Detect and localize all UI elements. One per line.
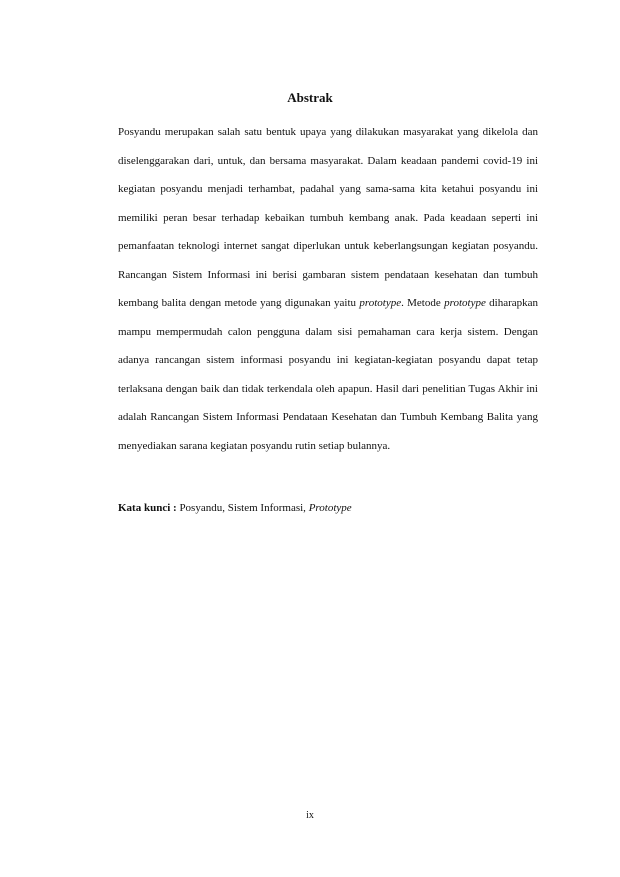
keywords-label: Kata kunci : bbox=[118, 502, 177, 514]
abstract-title: Abstrak bbox=[287, 90, 333, 105]
paragraph-italic-term: prototype bbox=[444, 297, 486, 309]
paragraph-text-segment: Posyandu merupakan salah satu bentuk upaya yang dilakukan masyarakat yang dikelola dan diselenggarakan dari, untuk, dan bersama masyarakat. Dalam keadaan pandemi covid-19 ini kegiatan posyandu menjadi terhambat, padahal yang sama-sama kita ketahui posyandu ini memiliki peran besar terhadap kebaikan tumbuh kembang anak. Pada keadaan seperti ini pemanfaatan teknologi internet sangat diperlukan untuk keberlangsungan kegiatan posyandu. Rancangan Sistem Informasi ini berisi gambaran sistem pendataan kesehatan dan tumbuh kembang balita dengan metode yang digunakan yaitu bbox=[118, 126, 538, 309]
abstract-content bbox=[118, 118, 538, 522]
abstract-paragraph bbox=[118, 118, 538, 460]
paragraph-italic-term: prototype bbox=[359, 297, 402, 309]
keywords-italic-term: Prototype bbox=[308, 502, 352, 514]
paragraph-text-segment: diharapkan mampu mempermudah calon pengguna dalam sisi pemahaman cara kerja sistem. Dengan adanya rancangan sistem informasi posyandu ini kegiatan-kegiatan posyandu dapat tetap terlaksana dengan baik dan tidak terkendala oleh apapun. Hasil dari penelitian Tugas Akhir ini adalah Rancangan Sistem Informasi Pendataan Kesehatan dan Tumbuh Kembang Balita yang menyediakan sarana kegiatan posyandu rutin setiap bulannya. bbox=[118, 297, 539, 452]
keywords-text: Posyandu, Sistem Informasi, bbox=[176, 502, 309, 514]
page-number: ix bbox=[306, 810, 314, 821]
paragraph-text-segment: . Metode bbox=[401, 297, 445, 309]
keywords-line bbox=[118, 494, 538, 522]
